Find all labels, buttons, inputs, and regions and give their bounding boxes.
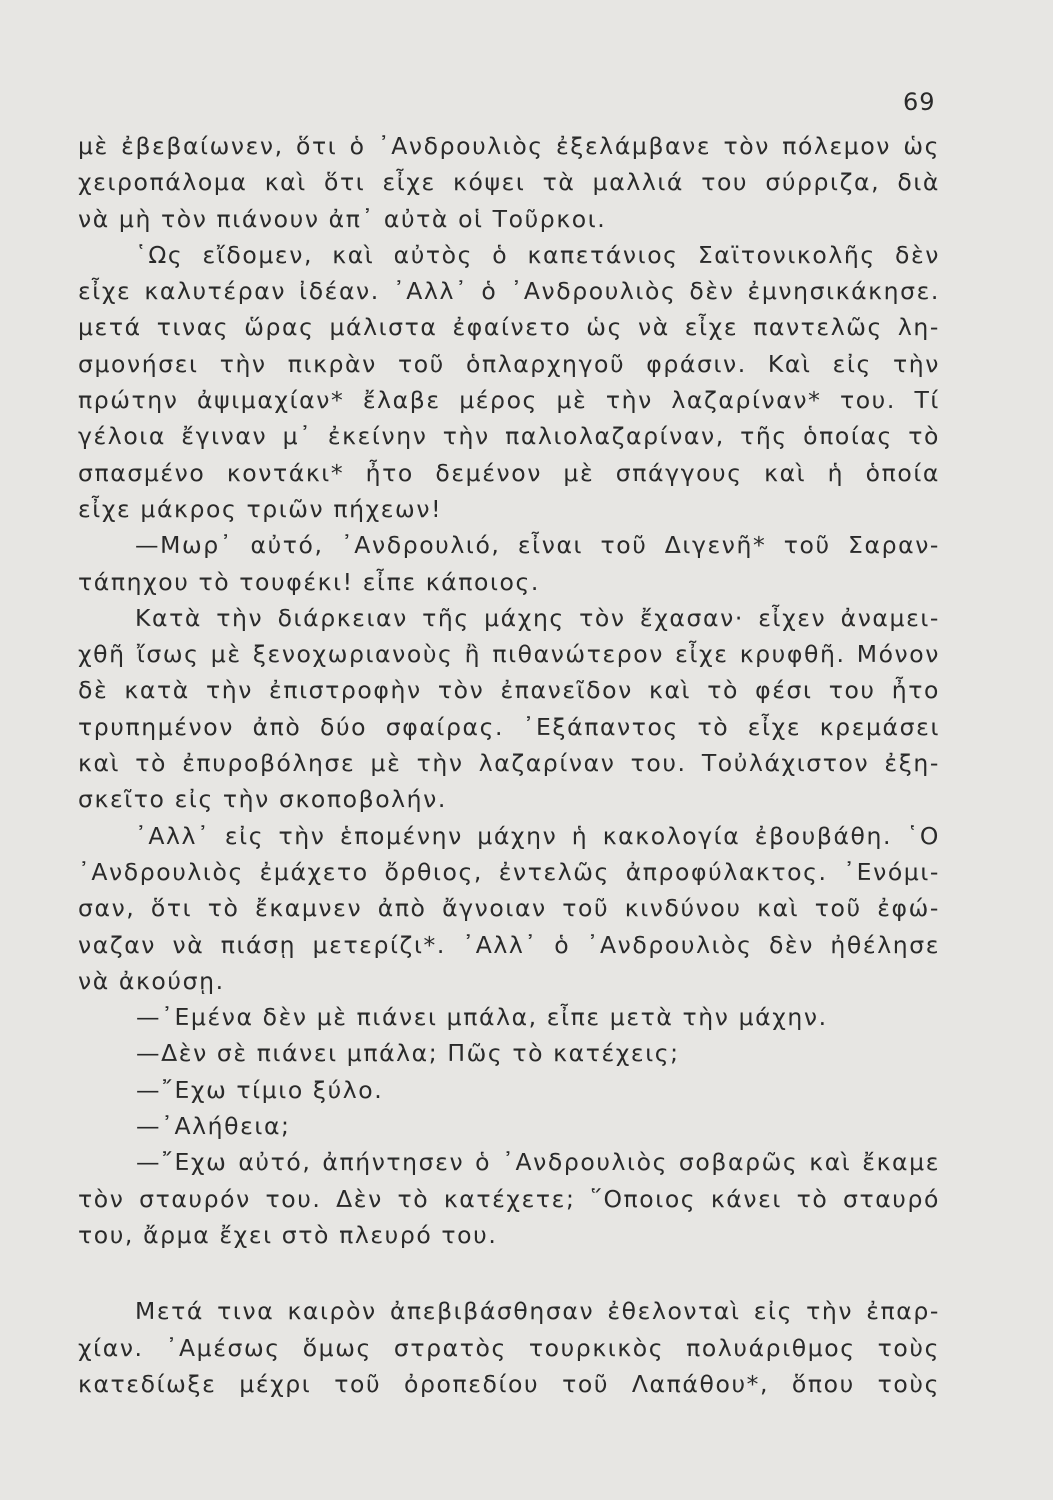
- page-number: 69: [903, 88, 936, 116]
- body-text: [78, 128, 940, 1402]
- text-line: σμονήσει τὴν πικρὰν τοῦ ὁπλαρχηγοῦ φράσιν. Καὶ εἰς τὴν: [78, 349, 940, 378]
- text-line: πρώτην ἀψιμαχίαν* ἔλαβε μέρος μὲ τὴν λαζαρίναν* του. Τί: [78, 386, 940, 415]
- text-line: καὶ τὸ ἐπυροβόλησε μὲ τὴν λαζαρίναν του. Τοὐλάχιστον ἐξη-: [78, 749, 940, 778]
- text-line: γέλοια ἔγιναν μ᾿ ἐκείνην τὴν παλιολαζαρίναν, τῆς ὁποίας τὸ: [78, 422, 940, 451]
- text-line: σαν, ὅτι τὸ ἔκαμνεν ἀπὸ ἄγνοιαν τοῦ κινδύνου καὶ τοῦ ἐφώ-: [78, 894, 940, 923]
- paragraph-gap: [78, 1253, 940, 1293]
- text-line: Μετά τινα καιρὸν ἀπεβιβάσθησαν ἐθελονταὶ εἰς τὴν ἐπαρ-: [135, 1297, 940, 1326]
- text-line: Κατὰ τὴν διάρκειαν τῆς μάχης τὸν ἔχασαν· εἶχεν ἀναμει-: [135, 603, 940, 632]
- text-line: χίαν. ᾿Αμέσως ὅμως στρατὸς τουρκικὸς πολυάριθμος τοὺς: [78, 1333, 940, 1362]
- text-line: μὲ ἐβεβαίωνεν, ὅτι ὁ ᾿Ανδρουλιὸς ἐξελάμβανε τὸν πόλεμον ὡς: [78, 132, 940, 160]
- text-line: —᾿Αλήθεια;: [136, 1112, 291, 1141]
- text-line: ῾Ως εἴδομεν, καὶ αὐτὸς ὁ καπετάνιος Σαϊτονικολῆς δὲν: [135, 240, 940, 269]
- text-line: ᾿Ανδρουλιὸς ἐμάχετο ὄρθιος, ἐντελῶς ἀπροφύλακτος. ᾿Ενόμι-: [78, 857, 940, 886]
- text-line: εἶχε μάκρος τριῶν πήχεων!: [78, 494, 443, 523]
- text-line: σκεῖτο εἰς τὴν σκοποβολήν.: [78, 785, 447, 814]
- text-line: —Δὲν σὲ πιάνει μπάλα; Πῶς τὸ κατέχεις;: [136, 1039, 680, 1068]
- text-line: του, ἄρμα ἔχει στὸ πλευρό του.: [78, 1220, 498, 1249]
- text-line: μετά τινας ὥρας μάλιστα ἐφαίνετο ὡς νὰ εἶχε παντελῶς λη-: [78, 313, 940, 342]
- text-line: εἶχε καλυτέραν ἰδέαν. ᾿Αλλ᾿ ὁ ᾿Ανδρουλιὸς δὲν ἐμνησικάκησε.: [78, 277, 940, 306]
- text-line: νὰ ἀκούσῃ.: [78, 966, 225, 995]
- text-line: —Μωρ᾿ αὐτό, ᾿Ανδρουλιό, εἶναι τοῦ Διγενῆ* τοῦ Σαραν-: [135, 531, 940, 560]
- text-line: κατεδίωξε μέχρι τοῦ ὀροπεδίου τοῦ Λαπάθου*, ὅπου τοὺς: [78, 1369, 940, 1398]
- text-line: χειροπάλομα καὶ ὅτι εἶχε κόψει τὰ μαλλιά του σύρριζα, διὰ: [78, 168, 940, 197]
- text-line: τάπηχου τὸ τουφέκι! εἶπε κάποιος.: [78, 567, 540, 596]
- text-line: —᾿Εμένα δὲν μὲ πιάνει μπάλα, εἶπε μετὰ τὴν μάχην.: [136, 1003, 828, 1032]
- text-line: —῎Εχω αὐτό, ἀπήντησεν ὁ ᾿Ανδρουλιὸς σοβαρῶς καὶ ἔκαμε: [136, 1148, 940, 1177]
- text-line: —῎Εχω τίμιο ξύλο.: [136, 1075, 384, 1104]
- text-line: ᾿Αλλ᾿ εἰς τὴν ἑπομένην μάχην ἡ κακολογία ἐβουβάθη. ῾Ο: [135, 821, 940, 850]
- text-line: τρυπημένον ἀπὸ δύο σφαίρας. ᾿Εξάπαντος τὸ εἶχε κρεμάσει: [78, 712, 940, 741]
- text-line: χθῆ ἴσως μὲ ξενοχωριανοὺς ἢ πιθανώτερον εἶχε κρυφθῆ. Μόνον: [78, 640, 940, 669]
- text-line: νὰ μὴ τὸν πιάνουν ἀπ᾿ αὐτὰ οἱ Τοῦρκοι.: [78, 204, 607, 233]
- text-line: ναζαν νὰ πιάσῃ μετερίζι*. ᾿Αλλ᾿ ὁ ᾿Ανδρουλιὸς δὲν ἠθέλησε: [78, 930, 940, 959]
- text-line: σπασμένο κοντάκι* ἦτο δεμένον μὲ σπάγγους καὶ ἡ ὁποία: [78, 458, 940, 487]
- text-line: τὸν σταυρόν του. Δὲν τὸ κατέχετε; ῞Οποιος κάνει τὸ σταυρό: [78, 1184, 940, 1213]
- text-line: δὲ κατὰ τὴν ἐπιστροφὴν τὸν ἐπανεῖδον καὶ τὸ φέσι του ἦτο: [78, 676, 940, 705]
